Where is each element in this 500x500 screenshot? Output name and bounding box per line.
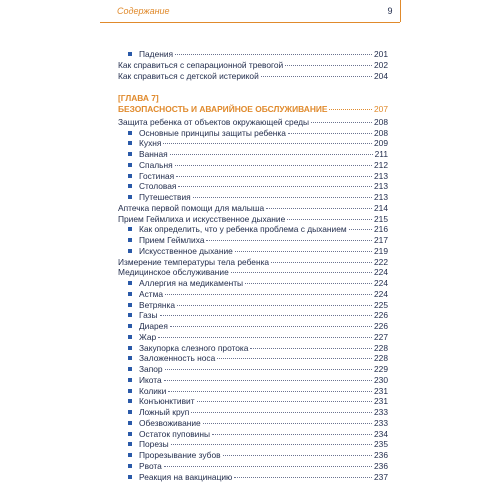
entry-page: 201 <box>374 49 388 59</box>
square-bullet-icon <box>128 195 132 199</box>
entry-title: Спальня <box>139 159 173 170</box>
toc-entry <box>118 267 388 278</box>
square-bullet-icon <box>128 356 132 360</box>
entry-title: Гостиная <box>139 170 175 181</box>
square-bullet-icon <box>128 152 132 156</box>
leader-dots <box>191 412 372 413</box>
entry-title: Основные принципы защиты ребенка <box>139 127 286 138</box>
entry-page: 230 <box>374 374 388 385</box>
leader-dots <box>287 219 372 220</box>
entry-page: 225 <box>374 299 388 310</box>
toc-subentry <box>118 171 388 182</box>
entry-title: Газы <box>139 310 158 321</box>
entry-page: 212 <box>374 159 388 170</box>
toc-subentry <box>118 353 388 364</box>
entry-title: Обезвоживание <box>139 417 201 428</box>
entry-title: Как справиться с детской истерикой <box>118 70 259 81</box>
entry-page: 233 <box>374 407 388 417</box>
square-bullet-icon <box>128 346 132 350</box>
toc-subentry <box>118 246 388 257</box>
square-bullet-icon <box>128 52 132 56</box>
entry-title: Реакция на вакцинацию <box>139 471 233 482</box>
leader-dots <box>266 208 372 209</box>
toc-subentry <box>118 407 388 418</box>
toc-subentry <box>118 375 388 386</box>
entry-page: 228 <box>374 353 388 364</box>
header-rule <box>100 22 400 23</box>
entry-title: Прием Геймлиха и искусственное дыхание <box>118 213 286 224</box>
entry-page: 213 <box>374 170 388 181</box>
leader-dots <box>197 401 372 402</box>
toc-previous-entries <box>118 49 388 81</box>
entry-page: 229 <box>374 364 388 374</box>
leader-dots <box>231 272 372 273</box>
square-bullet-icon <box>128 335 132 339</box>
square-bullet-icon <box>128 184 132 188</box>
toc-subentry <box>118 138 388 149</box>
header-separator <box>400 0 401 22</box>
chapter-number: [ГЛАВА 7] <box>118 93 159 104</box>
entry-title: Ветрянка <box>139 299 176 310</box>
leader-dots <box>203 423 372 424</box>
entry-title: Конъюнктивит <box>139 396 195 407</box>
leader-dots <box>206 240 372 241</box>
entry-page: 208 <box>374 116 388 127</box>
leader-dots <box>234 477 372 478</box>
toc-subentry <box>118 192 388 203</box>
entry-title: Аллергия на медикаменты <box>139 278 244 288</box>
square-bullet-icon <box>128 227 132 231</box>
toc-entry <box>118 60 388 71</box>
toc-subentry <box>118 429 388 440</box>
entry-title: Как справиться с сепарационной тревогой <box>118 59 284 70</box>
entry-title: Закупорка слезного протока <box>139 342 249 353</box>
leader-dots <box>261 76 372 77</box>
leader-dots <box>177 305 372 306</box>
leader-dots <box>158 337 372 338</box>
page-header <box>0 0 500 22</box>
toc-subentry <box>118 321 388 332</box>
toc-subentry <box>118 396 388 407</box>
toc-subentry <box>118 450 388 461</box>
leader-dots <box>223 455 372 456</box>
square-bullet-icon <box>128 475 132 479</box>
entry-page: 227 <box>374 331 388 342</box>
entry-page: 226 <box>374 321 388 331</box>
leader-dots <box>271 262 372 263</box>
toc-subentry <box>118 49 388 60</box>
toc-subentry <box>118 461 388 472</box>
square-bullet-icon <box>128 421 132 425</box>
square-bullet-icon <box>128 249 132 253</box>
square-bullet-icon <box>128 238 132 242</box>
chapter-heading <box>118 93 388 115</box>
toc-subentry <box>118 300 388 311</box>
toc-subentry <box>118 310 388 321</box>
entry-title: Измерение температуры тела ребенка <box>118 256 270 267</box>
square-bullet-icon <box>128 399 132 403</box>
square-bullet-icon <box>128 367 132 371</box>
entry-page: 204 <box>374 70 388 81</box>
entry-title: Путешествия <box>139 192 191 202</box>
chapter-page: 207 <box>374 104 388 114</box>
leader-dots <box>171 444 372 445</box>
square-bullet-icon <box>128 131 132 135</box>
leader-dots <box>178 186 372 187</box>
entry-page: 208 <box>374 127 388 138</box>
entry-page: 234 <box>374 428 388 439</box>
toc-subentry <box>118 343 388 354</box>
entry-page: 215 <box>374 213 388 224</box>
entry-title: Рвота <box>139 460 162 471</box>
entry-page: 217 <box>374 235 388 245</box>
entry-title: Колики <box>139 385 167 396</box>
square-bullet-icon <box>128 432 132 436</box>
leader-dots <box>285 65 372 66</box>
entry-page: 219 <box>374 245 388 256</box>
entry-page: 231 <box>374 385 388 396</box>
entry-title: Заложенность носа <box>139 353 216 364</box>
square-bullet-icon <box>128 281 132 285</box>
toc-subentry <box>118 439 388 450</box>
entry-page: 235 <box>374 439 388 450</box>
leader-dots <box>235 251 372 252</box>
toc-subentry <box>118 149 388 160</box>
toc-chapter-entries <box>118 117 388 483</box>
leader-dots <box>164 466 372 467</box>
square-bullet-icon <box>128 324 132 328</box>
square-bullet-icon <box>128 389 132 393</box>
toc-entry <box>118 71 388 82</box>
leader-dots <box>212 434 372 435</box>
entry-page: 236 <box>374 450 388 460</box>
page-number: 9 <box>387 6 393 16</box>
entry-page: 202 <box>374 59 388 70</box>
leader-dots <box>170 326 372 327</box>
chapter-title: БЕЗОПАСНОСТЬ И АВАРИЙНОЕ ОБСЛУЖИВАНИЕ <box>118 104 328 114</box>
leader-dots <box>311 122 372 123</box>
leader-dots <box>163 143 372 144</box>
entry-page: 216 <box>374 224 388 235</box>
toc-subentry <box>118 235 388 246</box>
entry-title: Ложный круп <box>139 407 190 417</box>
toc-subentry <box>118 160 388 171</box>
toc-subentry <box>118 289 388 300</box>
leader-dots <box>165 369 372 370</box>
entry-page: 228 <box>374 342 388 353</box>
table-of-contents <box>118 49 388 482</box>
entry-title: Жар <box>139 331 157 342</box>
square-bullet-icon <box>128 313 132 317</box>
entry-title: Столовая <box>139 181 177 192</box>
entry-page: 214 <box>374 202 388 213</box>
toc-entry <box>118 214 388 225</box>
entry-page: 237 <box>374 471 388 482</box>
leader-dots <box>165 294 372 295</box>
toc-subentry <box>118 181 388 192</box>
toc-entry <box>118 257 388 268</box>
entry-page: 209 <box>374 138 388 149</box>
entry-title: Медицинское обслуживание <box>118 267 229 278</box>
square-bullet-icon <box>128 163 132 167</box>
toc-subentry <box>118 332 388 343</box>
square-bullet-icon <box>128 410 132 414</box>
entry-title: Запор <box>139 364 163 374</box>
square-bullet-icon <box>128 141 132 145</box>
square-bullet-icon <box>128 174 132 178</box>
entry-title: Как определить, что у ребенка проблема с дыханием <box>139 224 347 235</box>
running-title: Содержание <box>117 6 170 16</box>
leader-dots <box>175 54 372 55</box>
leader-dots <box>245 283 372 284</box>
entry-title: Падения <box>139 49 174 59</box>
leader-dots <box>170 154 373 155</box>
leader-dots <box>168 391 372 392</box>
entry-title: Защита ребенка от объектов окружающей среды <box>118 116 310 127</box>
toc-subentry <box>118 278 388 289</box>
toc-subentry <box>118 224 388 235</box>
entry-page: 211 <box>374 149 388 159</box>
entry-page: 213 <box>374 181 388 192</box>
leader-dots <box>175 165 372 166</box>
entry-page: 226 <box>374 310 388 321</box>
toc-subentry <box>118 364 388 375</box>
toc-entry <box>118 203 388 214</box>
entry-page: 233 <box>374 417 388 428</box>
toc-subentry <box>118 386 388 397</box>
entry-page: 213 <box>374 192 388 202</box>
toc-subentry <box>118 418 388 429</box>
square-bullet-icon <box>128 303 132 307</box>
entry-page: 224 <box>374 288 388 299</box>
toc-subentry <box>118 472 388 483</box>
entry-title: Прием Геймлиха <box>139 235 205 245</box>
leader-dots <box>288 133 372 134</box>
leader-dots <box>349 229 372 230</box>
square-bullet-icon <box>128 378 132 382</box>
entry-title: Ванная <box>139 149 168 159</box>
entry-title: Остаток пуповины <box>139 428 210 439</box>
leader-dots <box>176 176 372 177</box>
toc-entry <box>118 117 388 128</box>
leader-dots <box>329 109 372 110</box>
entry-title: Икота <box>139 374 162 385</box>
entry-page: 231 <box>374 396 388 407</box>
leader-dots <box>164 380 372 381</box>
entry-page: 222 <box>374 256 388 267</box>
leader-dots <box>193 197 372 198</box>
entry-page: 224 <box>374 267 388 278</box>
entry-page: 224 <box>374 278 388 288</box>
square-bullet-icon <box>128 442 132 446</box>
leader-dots <box>217 358 372 359</box>
leader-dots <box>250 348 372 349</box>
toc-subentry <box>118 128 388 139</box>
entry-title: Диарея <box>139 321 168 331</box>
entry-title: Кухня <box>139 138 162 149</box>
square-bullet-icon <box>128 453 132 457</box>
square-bullet-icon <box>128 292 132 296</box>
entry-title: Прорезывание зубов <box>139 450 221 460</box>
leader-dots <box>160 315 373 316</box>
entry-page: 236 <box>374 460 388 471</box>
entry-title: Астма <box>139 288 164 299</box>
entry-title: Искусственное дыхание <box>139 245 233 256</box>
square-bullet-icon <box>128 464 132 468</box>
entry-title: Аптечка первой помощи для малыша <box>118 202 265 213</box>
entry-title: Порезы <box>139 439 169 450</box>
